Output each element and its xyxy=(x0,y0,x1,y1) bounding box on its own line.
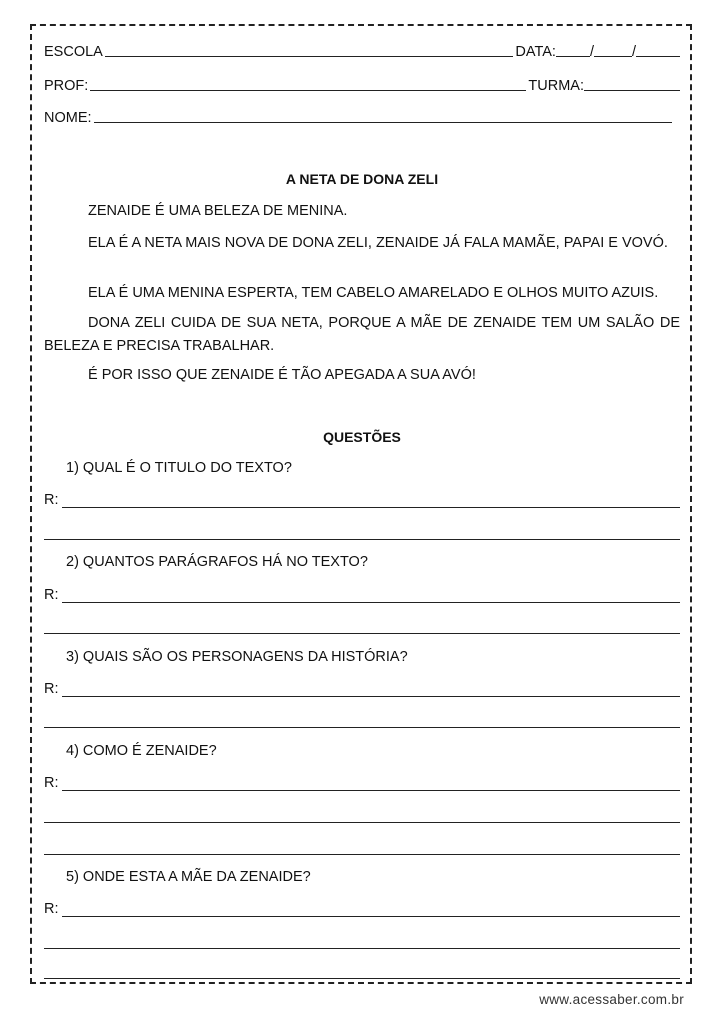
story-paragraph-3: ELA É UMA MENINA ESPERTA, TEM CABELO AMARELADO E OLHOS MUITO AZUIS. xyxy=(88,285,659,301)
footer-website: www.acessaber.com.br xyxy=(539,992,684,1007)
question-3: 3) QUAIS SÃO OS PERSONAGENS DA HISTÓRIA? xyxy=(66,649,408,665)
name-label: NOME: xyxy=(44,110,92,126)
answer-5-line-3[interactable] xyxy=(44,978,680,979)
school-field[interactable] xyxy=(105,42,514,57)
name-field[interactable] xyxy=(94,108,672,123)
date-label: DATA: xyxy=(515,44,556,60)
answer-5-label: R: xyxy=(44,901,59,917)
answer-1-line-2[interactable] xyxy=(44,539,680,540)
class-label: TURMA: xyxy=(528,78,584,94)
teacher-field[interactable] xyxy=(90,76,526,91)
teacher-label: PROF: xyxy=(44,78,89,94)
answer-4-label: R: xyxy=(44,775,59,791)
answer-5-line-1[interactable] xyxy=(62,916,680,917)
teacher-row xyxy=(44,74,680,94)
story-paragraph-1: ZENAIDE É UMA BELEZA DE MENINA. xyxy=(88,203,348,219)
answer-3-line-2[interactable] xyxy=(44,727,680,728)
questions-title: QUESTÕES xyxy=(323,429,401,445)
answer-4-line-3[interactable] xyxy=(44,854,680,855)
question-2: 2) QUANTOS PARÁGRAFOS HÁ NO TEXTO? xyxy=(66,554,368,570)
school-row xyxy=(44,40,680,60)
answer-1-line-1[interactable] xyxy=(62,507,680,508)
date-month-field[interactable] xyxy=(594,42,632,57)
answer-5-line-2[interactable] xyxy=(44,948,680,949)
answer-2-line-1[interactable] xyxy=(62,602,680,603)
answer-4-line-1[interactable] xyxy=(62,790,680,791)
answer-3-label: R: xyxy=(44,681,59,697)
question-4: 4) COMO É ZENAIDE? xyxy=(66,743,217,759)
class-field[interactable] xyxy=(584,76,680,91)
story-paragraph-4: DONA ZELI CUIDA DE SUA NETA, PORQUE A MÃE DE ZENAIDE TEM UM SALÃO DE BELEZA E PRECISA TRABALHAR. xyxy=(44,315,680,354)
name-row xyxy=(44,106,674,126)
answer-2-label: R: xyxy=(44,587,59,603)
story-paragraph-2: ELA É A NETA MAIS NOVA DE DONA ZELI, ZENAIDE JÁ FALA MAMÃE, PAPAI E VOVÓ. xyxy=(88,235,668,251)
date-separator-1: / xyxy=(589,44,594,60)
worksheet-border xyxy=(30,24,692,984)
question-5: 5) ONDE ESTA A MÃE DA ZENAIDE? xyxy=(66,869,311,885)
question-1: 1) QUAL É O TITULO DO TEXTO? xyxy=(66,460,292,476)
story-title: A NETA DE DONA ZELI xyxy=(285,171,439,187)
date-day-field[interactable] xyxy=(556,42,590,57)
answer-1-label: R: xyxy=(44,492,59,508)
answer-2-line-2[interactable] xyxy=(44,633,680,634)
answer-4-line-2[interactable] xyxy=(44,822,680,823)
date-year-field[interactable] xyxy=(636,42,680,57)
school-label: ESCOLA xyxy=(44,44,103,60)
story-paragraph-5: É POR ISSO QUE ZENAIDE É TÃO APEGADA A SUA AVÓ! xyxy=(88,367,476,383)
answer-3-line-1[interactable] xyxy=(62,696,680,697)
date-separator-2: / xyxy=(631,44,636,60)
